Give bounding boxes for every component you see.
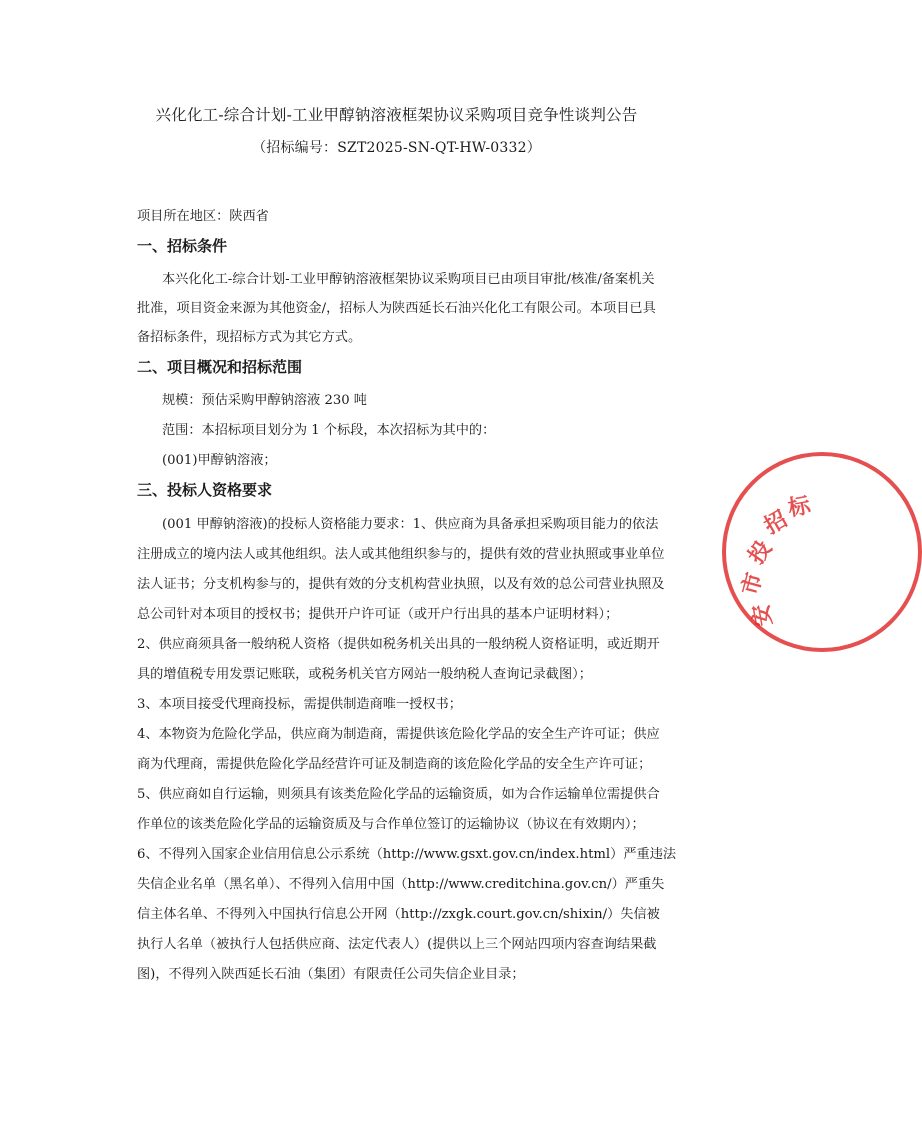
paragraph-line: 批准，项目资金来源为其他资金/，招标人为陕西延长石油兴化化工有限公司。本项目已具 [137,301,656,316]
paragraph-line: 失信企业名单（黑名单）、不得列入信用中国（http://www.creditchina.gov.cn/）严重失 [137,877,665,892]
paragraph-line: 执行人名单（被执行人包括供应商、法定代表人）(提供以上三个网站四项内容查询结果截 [137,937,657,952]
document-title: 兴化化工-综合计划-工业甲醇钠溶液框架协议采购项目竞争性谈判公告 [155,106,638,124]
project-region: 项目所在地区：陕西省 [137,209,269,224]
paragraph-line: 图)，不得列入陕西延长石油（集团）有限责任公司失信企业目录； [137,967,525,982]
paragraph-line: 备招标条件，现招标方式为其它方式。 [137,330,362,345]
paragraph-line: 具的增值税专用发票记账联，或税务机关官方网站一般纳税人查询记录截图）； [137,667,592,682]
paragraph-line: 范围：本招标项目划分为 1 个标段，本次招标为其中的： [162,423,496,438]
section-heading-overview: 二、项目概况和招标范围 [137,358,303,376]
seal-text: 市 投 招 标 安 [738,493,813,629]
tender-number: （招标编号：SZT2025-SN-QT-HW-0332） [252,140,541,156]
paragraph-line: 作单位的该类危险化学品的运输资质及与合作单位签订的运输协议（协议在有效期内）； [137,817,645,832]
paragraph-line: 商为代理商，需提供危险化学品经营许可证及制造商的该危险化学品的安全生产许可证； [137,757,652,772]
section-heading-qualifications: 三、投标人资格要求 [137,481,273,499]
paragraph-line: (001)甲醇钠溶液； [162,453,277,468]
paragraph-line: 本兴化化工-综合计划-工业甲醇钠溶液框架协议采购项目已由项目审批/核准/备案机关 [162,272,655,287]
paragraph-line: 4、本物资为危险化学品，供应商为制造商，需提供该危险化学品的安全生产许可证；供应 [137,727,660,742]
paragraph-line: 信主体名单、不得列入中国执行信息公开网（http://zxgk.court.gov.cn/shixin/）失信被 [137,907,660,922]
paragraph-line: 规模：预估采购甲醇钠溶液 230 吨 [162,393,367,408]
paragraph-line: 注册成立的境内法人或其他组织。法人或其他组织参与的，提供有效的营业执照或事业单位 [137,547,665,562]
section-heading-conditions: 一、招标条件 [137,237,228,255]
paragraph-line: 3、本项目接受代理商投标，需提供制造商唯一授权书； [137,697,462,712]
paragraph-line: 2、供应商须具备一般纳税人资格（提供如税务机关出具的一般纳税人资格证明，或近期开 [137,637,660,652]
paragraph-line: 6、不得列入国家企业信用信息公示系统（http://www.gsxt.gov.cn/index.html）严重违法 [137,847,677,862]
paragraph-line: (001 甲醇钠溶液)的投标人资格能力要求：1、供应商为具备承担采购项目能力的依法 [162,517,659,532]
paragraph-line: 总公司针对本项目的授权书；提供开户许可证（或开户行出具的基本户证明材料）； [137,607,619,622]
paragraph-line: 5、供应商如自行运输，则须具有该类危险化学品的运输资质，如为合作运输单位需提供合 [137,787,660,802]
paragraph-line: 法人证书；分支机构参与的，提供有效的分支机构营业执照，以及有效的总公司营业执照及 [137,577,665,592]
